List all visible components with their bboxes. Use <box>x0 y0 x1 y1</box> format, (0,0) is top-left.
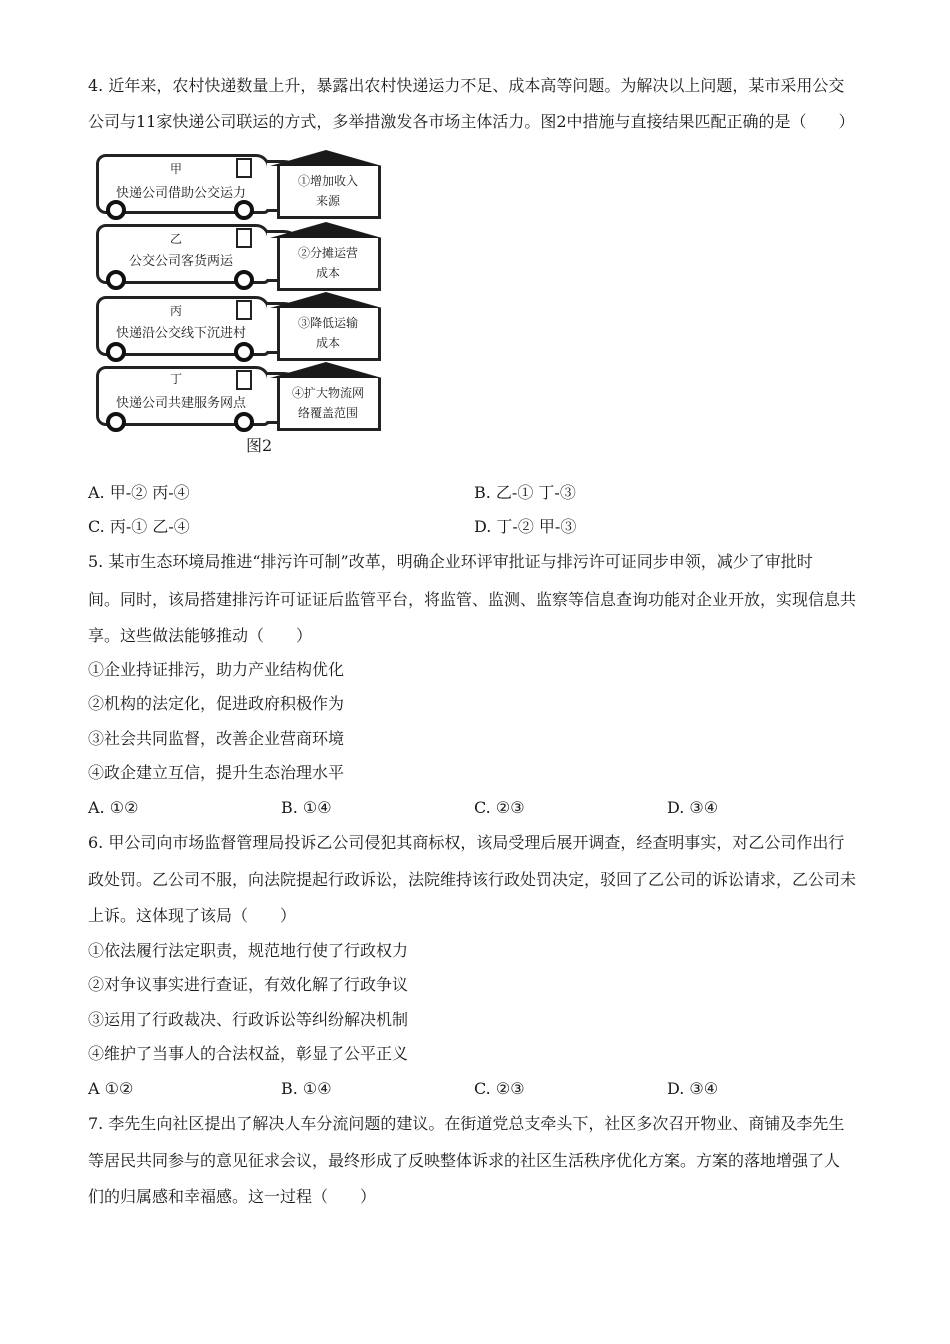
van-tag: 丁 <box>169 372 182 386</box>
q6-statement-1: ①依法履行法定职责，规范地行使了行政权力 <box>88 941 409 960</box>
q5-option-d[interactable]: D. ③④ <box>667 798 719 817</box>
q5-stem-line3: 享。这些做法能够推动（ ） <box>88 626 313 645</box>
q4-option-a[interactable]: A. 甲-② 丙-④ <box>88 483 190 502</box>
q6-stem-line3: 上诉。这体现了该局（ ） <box>88 906 297 925</box>
figure-caption: 图2 <box>246 436 273 455</box>
house-line: ②分摊运营 <box>297 246 358 260</box>
q4-option-c[interactable]: C. 丙-① 乙-④ <box>88 517 190 536</box>
q6-stem-line2: 政处罚。乙公司不服，向法院提起行政诉讼，法院维持该行政处罚决定，驳回了乙公司的诉讼请求，乙公司未 <box>88 870 857 889</box>
house-line: 络覆盖范围 <box>297 406 358 420</box>
q5-option-c[interactable]: C. ②③ <box>474 798 525 817</box>
q7-stem-line1: 7. 李先生向社区提出了解决人车分流问题的建议。在街道党总支牵头下，社区多次召开物业、商铺及李先生 <box>88 1114 845 1133</box>
q7-stem-line2: 等居民共同参与的意见征求会议，最终形成了反映整体诉求的社区生活秩序优化方案。方案的落地增强了人 <box>88 1151 841 1170</box>
q6-option-a[interactable]: A ①② <box>88 1079 134 1098</box>
figure-2 <box>96 150 396 460</box>
q5-statement-2: ②机构的法定化，促进政府积极作为 <box>88 694 345 713</box>
q5-statement-1: ①企业持证排污，助力产业结构优化 <box>88 660 345 679</box>
q6-statement-4: ④维护了当事人的合法权益，彰显了公平正义 <box>88 1044 409 1063</box>
q4-option-d[interactable]: D. 丁-② 甲-③ <box>474 517 577 536</box>
van-label: 快递公司借助公交运力 <box>115 186 246 201</box>
q5-statement-3: ③社会共同监督，改善企业营商环境 <box>88 729 345 748</box>
house-line: 来源 <box>315 194 340 208</box>
q5-option-b[interactable]: B. ①④ <box>281 798 332 817</box>
q5-option-a[interactable]: A. ①② <box>88 798 139 817</box>
q6-stem-line1: 6. 甲公司向市场监督管理局投诉乙公司侵犯其商标权，该局受理后展开调查，经查明事实，对乙公司作出行 <box>88 833 845 852</box>
van-label: 快递公司共建服务网点 <box>115 396 246 411</box>
van-tag: 乙 <box>169 232 182 246</box>
van-tag: 甲 <box>169 162 182 176</box>
van-label: 公交公司客货两运 <box>128 254 233 269</box>
q6-option-b[interactable]: B. ①④ <box>281 1079 332 1098</box>
q6-statement-2: ②对争议事实进行查证，有效化解了行政争议 <box>88 975 409 994</box>
q6-option-d[interactable]: D. ③④ <box>667 1079 719 1098</box>
q5-stem-line1: 5. 某市生态环境局推进“排污许可制”改革，明确企业环评审批证与排污许可证同步申领，减少了审批时 <box>88 552 813 571</box>
q4-stem-line2: 公司与11家快递公司联运的方式，多举措激发各市场主体活力。图2中措施与直接结果匹配正确的是（ ） <box>88 112 855 131</box>
house-line: 成本 <box>315 336 340 350</box>
house-line: 成本 <box>315 266 340 280</box>
house-line: ④扩大物流网 <box>291 386 364 400</box>
q6-option-c[interactable]: C. ②③ <box>474 1079 525 1098</box>
q4-option-b[interactable]: B. 乙-① 丁-③ <box>474 483 576 502</box>
q4-stem-line1: 4. 近年来，农村快递数量上升，暴露出农村快递运力不足、成本高等问题。为解决以上问题，某市采用公交 <box>88 76 845 95</box>
house-line: ①增加收入 <box>297 174 358 188</box>
van-label: 快递沿公交线下沉进村 <box>115 326 246 341</box>
q6-statement-3: ③运用了行政裁决、行政诉讼等纠纷解决机制 <box>88 1010 409 1029</box>
house-line: ③降低运输 <box>297 316 358 330</box>
q5-stem-line2: 间。同时，该局搭建排污许可证证后监管平台，将监管、监测、监察等信息查询功能对企业开放，实现信息共 <box>88 590 857 609</box>
q7-stem-line3: 们的归属感和幸福感。这一过程（ ） <box>88 1187 377 1206</box>
van-tag: 丙 <box>169 304 182 318</box>
q5-statement-4: ④政企建立互信，提升生态治理水平 <box>88 763 345 782</box>
